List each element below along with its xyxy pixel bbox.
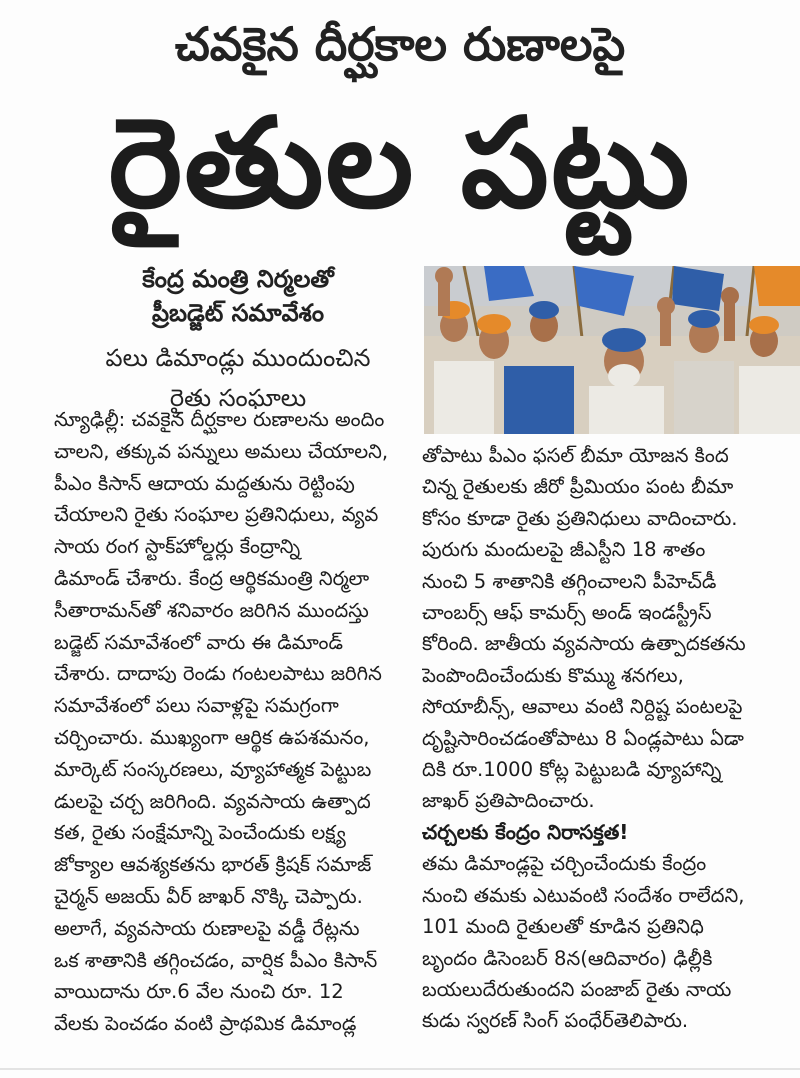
body-line: చేశారు. దాదాపు రెండు గంటలపాటు జరిగిన	[54, 662, 382, 686]
section-subhead: చర్చలకు కేంద్రం నిరాసక్తత!	[422, 819, 629, 844]
article-left-column	[54, 404, 416, 1064]
body-line: మార్కెట్ సంస్కరణలు, వ్యూహాత్మక పెట్టుబ	[54, 757, 372, 781]
photo-illustration	[424, 266, 800, 434]
body-line: దికి రూ.1000 కోట్ల పెట్టుబడి వ్యూహాన్ని	[422, 758, 722, 782]
bottom-divider	[0, 1068, 800, 1070]
body-line: దృష్టిసారించడంతోపాటు 8 ఏండ్లపాటు ఏడా	[422, 726, 744, 750]
body-line: న్యూఢిల్లీ: చవకైన దీర్ఘకాల రుణాలను అందిం	[54, 408, 385, 431]
main-headline: రైతుల పట్టు	[108, 92, 692, 236]
body-line: చాంబర్స్ ఆఫ్ కామర్స్ అండ్ ఇండస్ట్రీస్	[422, 601, 712, 625]
body-line: కత, రైతు సంక్షేమాన్ని పెంచేందుకు లక్ష్య	[54, 821, 346, 845]
body-line: జోక్యాల ఆవశ్యకతను భారత్ క్రిషక్ సమాజ్	[54, 853, 372, 877]
body-line: డిమాండ్ చేశారు. కేంద్ర ఆర్థికమంత్రి నిర్మలా	[54, 566, 370, 590]
body-line: బృందం డిసెంబర్ 8న(ఆదివారం) ఢిల్లీకి	[422, 946, 713, 970]
body-line: సీతారామన్‌తో శనివారం జరిగిన ముందస్తు	[54, 598, 369, 622]
body-line: నుంచి 5 శాతానికి తగ్గించాలని పీహెచ్‌డీ	[422, 569, 717, 593]
subhead2-line-1: పలు డిమాండ్లు ముందుంచిన	[105, 344, 371, 372]
body-line: కోసం కూడా రైతు ప్రతినిధులు వాదించారు.	[422, 506, 738, 530]
body-line: కోరింది. జాతీయ వ్యవసాయ ఉత్పాదకతను	[422, 632, 746, 656]
body-line: సమావేశంలో పలు సవాళ్లపై సమగ్రంగా	[54, 694, 339, 718]
body-line: జాఖర్ ప్రతిపాదించారు.	[422, 789, 595, 813]
body-line: బడ్జెట్ సమావేశంలో వారు ఈ డిమాండ్	[54, 630, 343, 654]
subhead-line-2: ప్రీబడ్జెట్ సమావేశం	[151, 299, 325, 327]
body-line: డులపై చర్చ జరిగింది. వ్యవసాయ ఉత్పాద	[54, 789, 371, 813]
body-line: పురుగు మందులపై జీఎస్టీని 18 శాతం	[422, 538, 706, 562]
body-line: తమ డిమాండ్లపై చర్చించేందుకు కేంద్రం	[422, 852, 707, 876]
subhead2-line-2: రైతు సంఘాలు	[169, 384, 307, 412]
kicker-headline: చవకైన దీర్ఘకాల రుణాలపై	[174, 17, 626, 71]
body-line: తోపాటు పీఎం ఫసల్ బీమా యోజన కింద	[422, 444, 729, 467]
body-line: చిన్న రైతులకు జీరో ప్రీమియం పంట బీమా	[422, 475, 734, 499]
body-line: 101 మంది రైతులతో కూడిన ప్రతినిధి	[422, 915, 704, 939]
article-right-column	[422, 440, 794, 1070]
body-line: కుడు స్వరణ్ సింగ్ పంధేర్‌తెలిపారు.	[422, 1009, 689, 1033]
body-line: ఒక శాతానికి తగ్గించడం, వార్షిక పీఎం కిసాన్	[54, 948, 378, 972]
body-line: అలాగే, వ్యవసాయ రుణాలపై వడ్డీ రేట్లను	[54, 916, 360, 940]
body-line: వాయిదాను రూ.6 వేల నుంచి రూ. 12	[54, 980, 344, 1004]
body-line: పీఎం కిసాన్ ఆదాయ మద్దతును రెట్టింపు	[54, 471, 355, 495]
body-line: పెంపొందించేందుకు కొమ్ము శనగలు,	[422, 663, 684, 687]
body-line: చర్చించారు. ముఖ్యంగా ఆర్థిక ఉపశమనం,	[54, 725, 370, 749]
body-line: చేయాలని రైతు సంఘాల ప్రతినిధులు, వ్యవ	[54, 503, 379, 527]
body-line: సోయాబీన్స్, ఆవాలు వంటి నిర్దిష్ట పంటలపై	[422, 695, 743, 719]
subheads	[58, 262, 418, 418]
subhead-line-1: కేంద్ర మంత్రి నిర్మలతో	[142, 265, 334, 293]
body-line: బయలుదేరుతుందని పంజాబ్ రైతు నాయ	[422, 977, 732, 1001]
farmers-protest-photo	[424, 266, 800, 434]
body-line: సాయ రంగ స్టాక్‌హోల్డర్లు కేంద్రాన్ని	[54, 535, 301, 559]
body-line: వేలకు పెంచడం వంటి ప్రాథమిక డిమాండ్ల	[54, 1012, 357, 1036]
body-line: చైర్మన్ అజయ్ వీర్ జాఖర్ నొక్కి చెప్పారు.	[54, 884, 363, 908]
body-line: చాలని, తక్కువ పన్నులు అమలు చేయాలని,	[54, 439, 389, 463]
body-line: నుంచి తమకు ఎటువంటి సందేశం రాలేదని,	[422, 883, 745, 907]
